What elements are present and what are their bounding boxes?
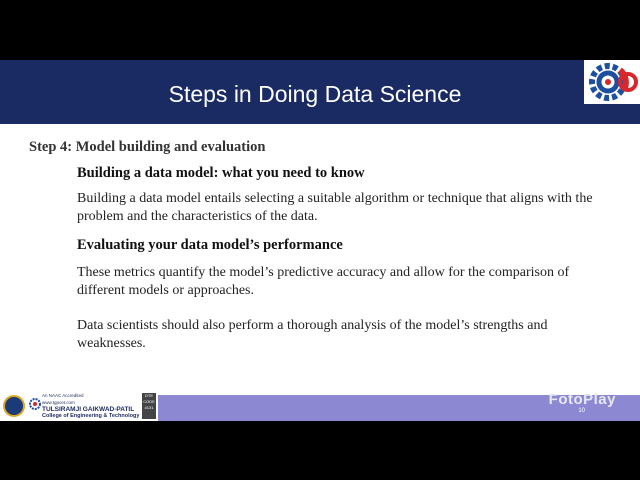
step-heading: Step 4: Model building and evaluation — [29, 139, 266, 155]
dte-code-badge: DTE CODE 4131 — [142, 393, 156, 419]
section-heading-evaluating: Evaluating your data model’s performance — [77, 237, 343, 253]
college-name-block — [42, 392, 142, 420]
slide-title: Steps in Doing Data Science — [168, 81, 462, 107]
college-gear-icon — [28, 397, 42, 411]
college-name-line1: TULSIRAMJI GAIKWAD-PATIL — [42, 406, 135, 413]
slide-footer — [0, 392, 640, 421]
title-bar — [0, 60, 640, 124]
section-heading-building: Building a data model: what you need to know — [77, 165, 365, 181]
college-website: www.tgpcet.com — [42, 400, 75, 405]
footer-logos — [0, 392, 158, 421]
footer-band — [158, 391, 640, 421]
paragraph-analysis: Data scientists should also perform a thorough analysis of the model’s strengths and weaknesses. — [77, 318, 548, 351]
college-tagline: An NAAC Accredited — [42, 393, 84, 398]
fotoplay-watermark: FotoPlay — [548, 391, 616, 408]
university-seal-icon — [3, 395, 25, 417]
paragraph-evaluating: These metrics quantify the model’s predictive accuracy and allow for the comparison of different models or approaches. — [77, 265, 570, 298]
slide — [0, 60, 640, 421]
college-name-line2: College of Engineering & Technology — [42, 413, 140, 419]
paragraph-building: Building a data model entails selecting a suitable algorithm or technique that aligns with the problem and the characteristics of the data. — [77, 191, 593, 224]
gear-logo-icon — [584, 60, 640, 104]
page-number: 10 — [578, 408, 585, 414]
slide-content — [0, 124, 640, 394]
institution-logo — [584, 60, 640, 104]
